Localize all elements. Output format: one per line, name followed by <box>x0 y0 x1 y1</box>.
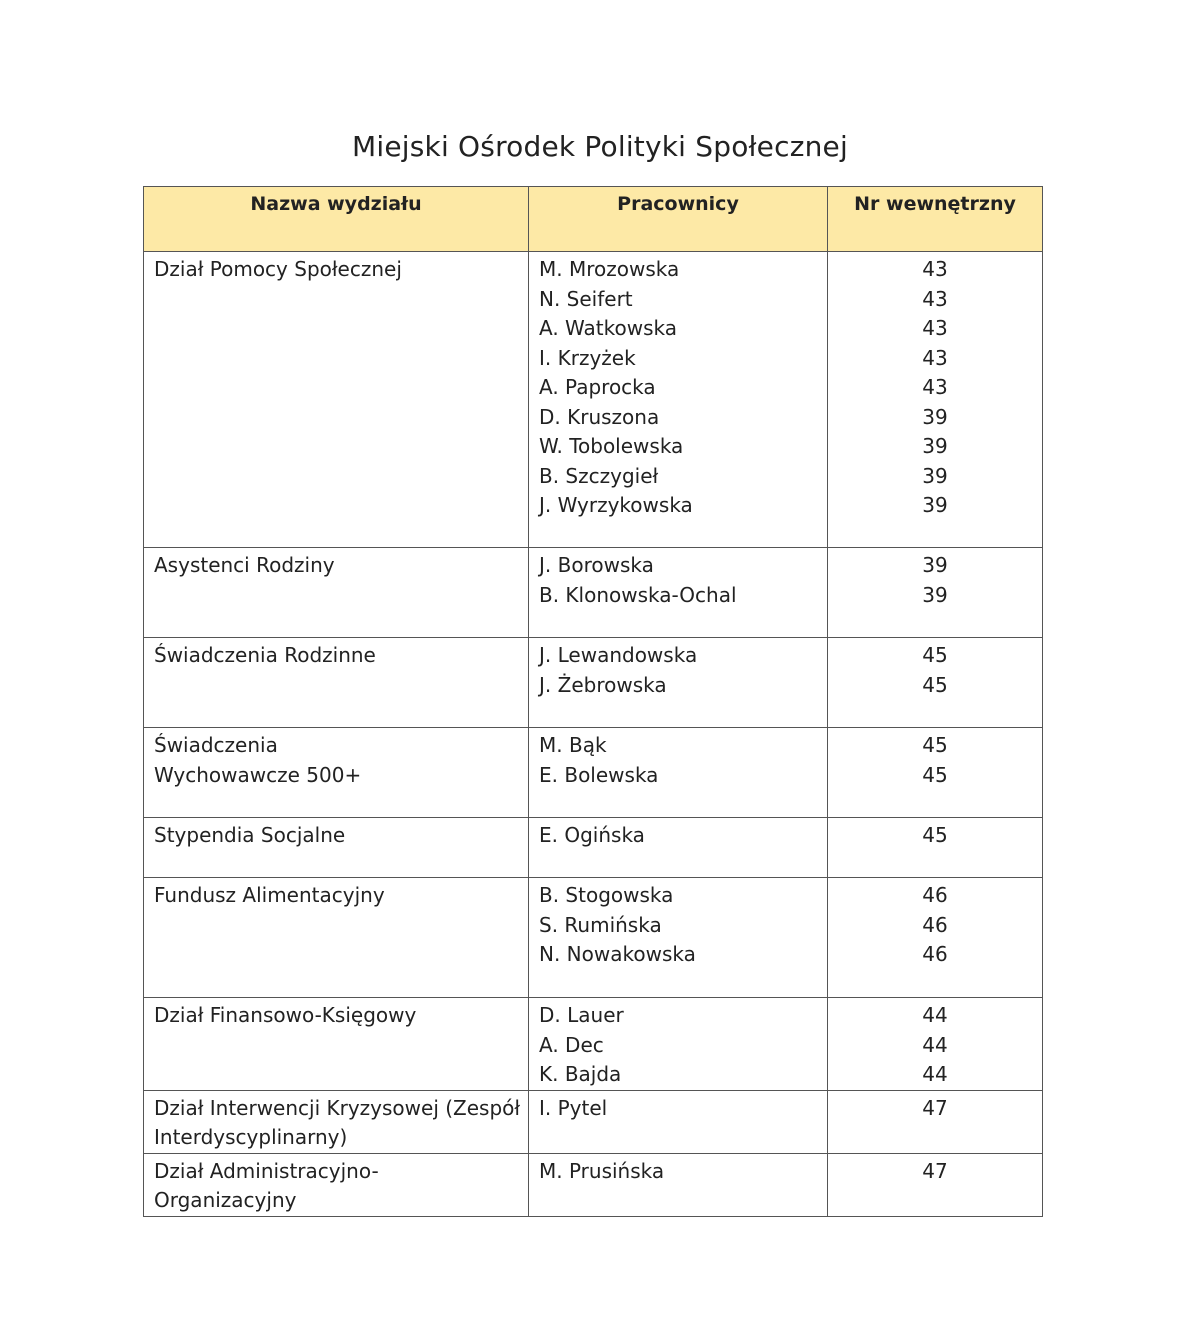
table-body <box>144 252 1043 1217</box>
extension-cell <box>828 818 1043 878</box>
extension-cell <box>828 1153 1043 1216</box>
department-name-cell <box>144 878 529 998</box>
department-name-cell <box>144 728 529 818</box>
extension-number: 45 <box>922 733 948 757</box>
employee-name: E. Bolewska <box>539 762 659 787</box>
extension-number: 44 <box>922 1032 948 1057</box>
department-name: Świadczenia Rodzinne <box>154 643 376 667</box>
extension-number: 44 <box>922 1062 948 1086</box>
employee-name: S. Rumińska <box>539 912 662 937</box>
extension-cell <box>828 728 1043 818</box>
extension-number: 39 <box>922 404 948 429</box>
employee-name: J. Borowska <box>539 553 654 577</box>
employee-name: K. Bajda <box>539 1062 622 1086</box>
employees-cell <box>529 998 828 1091</box>
employee-name: N. Seifert <box>539 286 633 311</box>
table-row <box>144 728 1043 818</box>
table-row <box>144 1090 1043 1153</box>
page-title: Miejski Ośrodek Polityki Społecznej <box>352 130 848 163</box>
department-name-cell <box>144 1153 529 1216</box>
extension-number: 39 <box>922 582 948 607</box>
extension-cell <box>828 548 1043 638</box>
employee-name: A. Dec <box>539 1032 604 1057</box>
extension-number: 46 <box>922 942 948 966</box>
extension-number: 45 <box>922 672 948 697</box>
extension-number: 39 <box>922 493 948 517</box>
department-name: Świadczenia Wychowawcze 500+ <box>154 733 362 787</box>
employees-cell <box>529 878 828 998</box>
department-name-cell <box>144 818 529 878</box>
extension-number: 44 <box>922 1003 948 1027</box>
extension-number: 39 <box>922 553 948 577</box>
employees-cell <box>529 548 828 638</box>
extension-number: 47 <box>922 1095 948 1120</box>
header-department-name: Nazwa wydziału <box>144 187 529 252</box>
employee-name: B. Szczygieł <box>539 463 659 488</box>
department-name: Fundusz Alimentacyjny <box>154 883 385 907</box>
employee-name: A. Paprocka <box>539 375 656 399</box>
department-table <box>143 186 1043 1217</box>
employee-name: D. Kruszona <box>539 404 660 429</box>
extension-number: 43 <box>922 345 948 370</box>
extension-number: 43 <box>922 257 948 281</box>
extension-number: 43 <box>922 286 948 311</box>
table-row <box>144 252 1043 548</box>
employees-cell <box>529 818 828 878</box>
employee-name: E. Ogińska <box>539 823 645 847</box>
extension-cell <box>828 252 1043 548</box>
department-name: Stypendia Socjalne <box>154 823 346 847</box>
department-name-cell <box>144 252 529 548</box>
employees-cell <box>529 252 828 548</box>
table-row <box>144 548 1043 638</box>
extension-cell <box>828 1090 1043 1153</box>
employee-name: B. Klonowska-Ochal <box>539 582 737 607</box>
department-name: Dział Administracyjno-Organizacyjny <box>154 1158 379 1212</box>
department-name: Dział Finansowo-Księgowy <box>154 1003 417 1027</box>
employee-name: M. Mrozowska <box>539 257 680 281</box>
header-employees: Pracownicy <box>529 187 828 252</box>
extension-cell <box>828 878 1043 998</box>
employee-name: D. Lauer <box>539 1003 624 1027</box>
extension-cell <box>828 998 1043 1091</box>
employee-name: W. Tobolewska <box>539 434 684 458</box>
employee-name: B. Stogowska <box>539 883 674 907</box>
table-row <box>144 818 1043 878</box>
employee-name: I. Pytel <box>539 1095 608 1120</box>
extension-number: 45 <box>922 823 948 847</box>
department-name: Dział Pomocy Społecznej <box>154 257 402 281</box>
extension-number: 43 <box>922 375 948 399</box>
header-extension-number: Nr wewnętrzny <box>828 187 1043 252</box>
department-name-cell <box>144 998 529 1091</box>
extension-number: 39 <box>922 463 948 488</box>
employee-name: M. Prusińska <box>539 1158 665 1183</box>
employees-cell <box>529 728 828 818</box>
employee-name: N. Nowakowska <box>539 942 696 966</box>
extension-number: 46 <box>922 883 948 907</box>
extension-number: 45 <box>922 762 948 787</box>
department-name-cell <box>144 548 529 638</box>
employee-name: J. Żebrowska <box>539 672 667 697</box>
table-row <box>144 1153 1043 1216</box>
department-name-cell <box>144 638 529 728</box>
extension-number: 47 <box>922 1158 948 1183</box>
employee-name: J. Wyrzykowska <box>539 493 693 517</box>
employees-cell <box>529 1153 828 1216</box>
table-row <box>144 998 1043 1091</box>
employees-cell <box>529 638 828 728</box>
employee-name: M. Bąk <box>539 733 607 757</box>
employee-name: I. Krzyżek <box>539 345 636 370</box>
table-header-row <box>144 187 1043 252</box>
department-name-cell <box>144 1090 529 1153</box>
extension-number: 43 <box>922 316 948 340</box>
table-row <box>144 638 1043 728</box>
extension-number: 39 <box>922 434 948 458</box>
extension-cell <box>828 638 1043 728</box>
employee-name: J. Lewandowska <box>539 643 698 667</box>
extension-number: 46 <box>922 912 948 937</box>
table-row <box>144 878 1043 998</box>
extension-number: 45 <box>922 643 948 667</box>
employees-cell <box>529 1090 828 1153</box>
employee-name: A. Watkowska <box>539 316 678 340</box>
department-name: Dział Interwencji Kryzysowej (Zespół Interdyscyplinarny) <box>154 1095 521 1149</box>
department-name: Asystenci Rodziny <box>154 553 335 577</box>
